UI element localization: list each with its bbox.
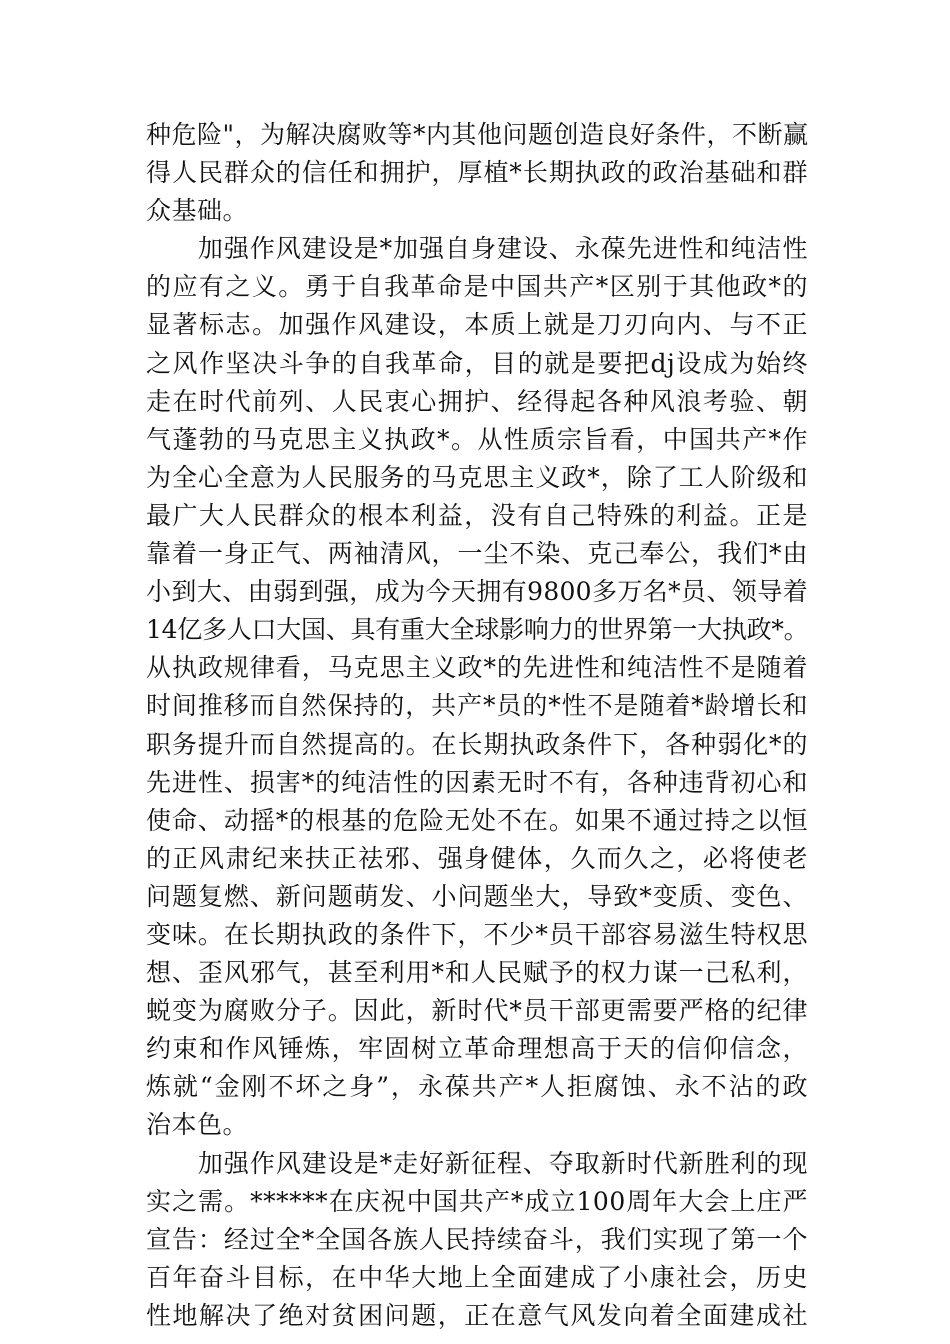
text-line: 职务提升而自然提高的。在长期执政条件下，各种弱化*的: [146, 729, 808, 759]
text-line: 靠着一身正气、两袖清风，一尘不染、克己奉公，我们*由: [146, 539, 808, 569]
text-line: 14亿多人口大国、具有重大全球影响力的世界第一大执政*。: [146, 615, 809, 645]
text-line: 从执政规律看，马克思主义政*的先进性和纯洁性不是随着: [146, 653, 808, 683]
text-line: 治本色。: [146, 1110, 249, 1140]
text-line: 为全心全意为人民服务的马克思主义政*，除了工人阶级和: [146, 462, 808, 492]
text-line: 的正风肃纪来扶正祛邪、强身健体，久而久之，必将使老: [146, 843, 808, 873]
text-line: 实之需。******在庆祝中国共产*成立100周年大会上庄严: [146, 1186, 808, 1216]
text-line: 小到大、由弱到强，成为今天拥有9800多万名*员、领导着: [146, 577, 808, 607]
text-line: 宣告：经过全*全国各族人民持续奋斗，我们实现了第一个: [146, 1224, 808, 1254]
text-line: 使命、动摇*的根基的危险无处不在。如果不通过持之以恒: [146, 805, 808, 835]
paragraph-start-line: 加强作风建设是*加强自身建设、永葆先进性和纯洁性: [146, 234, 808, 264]
text-line: 时间推移而自然保持的，共产*员的*性不是随着*龄增长和: [146, 691, 808, 721]
text-line: 炼就“金刚不坏之身”，永葆共产*人拒腐蚀、永不沾的政: [146, 1072, 808, 1102]
document-body: [146, 116, 808, 1335]
text-line: 众基础。: [146, 196, 249, 226]
text-line: 变味。在长期执政的条件下，不少*员干部容易滋生特权思: [146, 919, 808, 949]
text-line: 最广大人民群众的根本利益，没有自己特殊的利益。正是: [146, 500, 808, 530]
text-line: 先进性、损害*的纯洁性的因素无时不有，各种违背初心和: [146, 767, 808, 797]
text-line: 约束和作风锤炼，牢固树立革命理想高于天的信仰信念，: [146, 1034, 808, 1064]
text-line: 种危险"，为解决腐败等*内其他问题创造良好条件，不断赢: [146, 120, 809, 149]
paragraph-start-line: 加强作风建设是*走好新征程、夺取新时代新胜利的现: [146, 1148, 808, 1178]
text-line: 百年奋斗目标，在中华大地上全面建成了小康社会，历史: [146, 1262, 808, 1292]
text-line: 蜕变为腐败分子。因此，新时代*员干部更需要严格的纪律: [146, 996, 808, 1026]
text-line: 的应有之义。勇于自我革命是中国共产*区别于其他政*的: [146, 272, 808, 302]
text-line: 走在时代前列、人民衷心拥护、经得起各种风浪考验、朝: [146, 386, 808, 416]
text-line: 性地解决了绝对贫困问题，正在意气风发向着全面建成社: [146, 1300, 808, 1330]
text-line: 问题复燃、新问题萌发、小问题坐大，导致*变质、变色、: [146, 881, 808, 911]
text-line: 之风作坚决斗争的自我革命，目的就是要把dj设成为始终: [146, 348, 808, 378]
text-line: 气蓬勃的马克思主义执政*。从性质宗旨看，中国共产*作: [146, 424, 808, 454]
text-line: 想、歪风邪气，甚至利用*和人民赋予的权力谋一己私利，: [146, 958, 808, 988]
text-line: 得人民群众的信任和拥护，厚植*长期执政的政治基础和群: [146, 158, 808, 188]
text-line: 显著标志。加强作风建设，本质上就是刀刃向内、与不正: [146, 310, 808, 340]
